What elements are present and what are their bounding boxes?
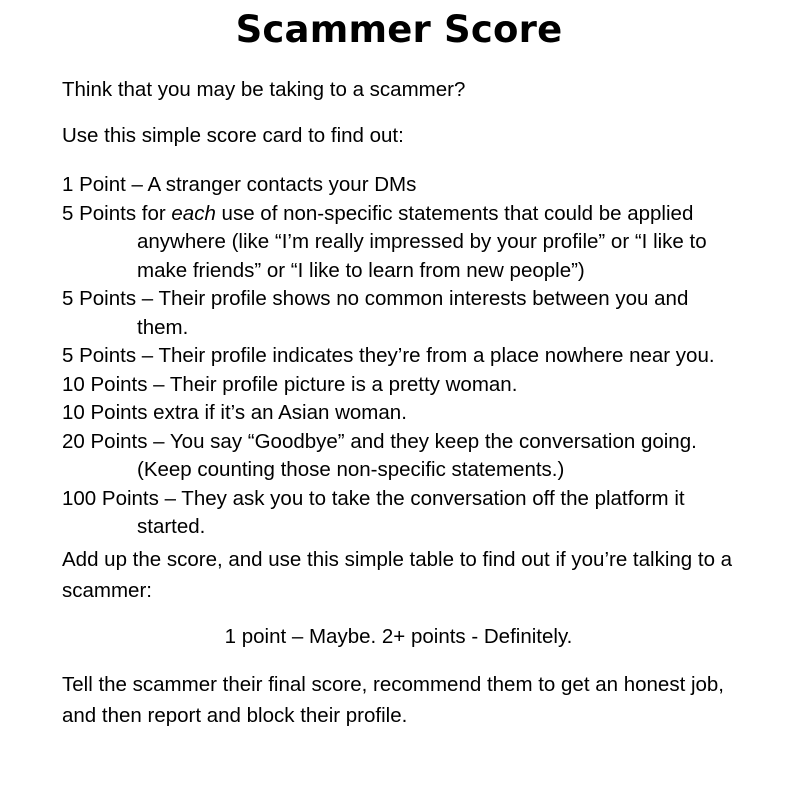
score-item bbox=[62, 285, 736, 342]
score-item bbox=[62, 171, 736, 200]
score-item bbox=[62, 428, 736, 485]
score-item-text: 20 Points – You say “Goodbye” and they keep the conversation going. (Keep counting those non-specific statements.) bbox=[62, 429, 697, 481]
score-item-text: 5 Points for bbox=[62, 201, 172, 225]
score-item-text: 5 Points – Their profile shows no common interests between you and them. bbox=[62, 287, 689, 339]
score-item bbox=[62, 399, 736, 428]
score-item-text: 10 Points extra if it’s an Asian woman. bbox=[62, 401, 407, 424]
score-item bbox=[62, 342, 736, 371]
add-up-instruction: Add up the score, and use this simple table to find out if you’re talking to a scammer: bbox=[62, 547, 733, 602]
page-title: Scammer Score bbox=[235, 8, 563, 51]
score-list bbox=[62, 171, 736, 542]
score-item bbox=[62, 371, 736, 400]
score-item-text-rest: use of non-specific statements that could be applied anywhere (like “I’m really impressed by your profile” or “I like to make friends” or “I like to learn from new people”) bbox=[137, 201, 707, 282]
score-verdict: 1 point – Maybe. 2+ points - Definitely. bbox=[224, 624, 573, 648]
score-item-text: 10 Points – Their profile picture is a pretty woman. bbox=[62, 372, 518, 396]
score-item bbox=[62, 485, 736, 542]
intro-instruction: Use this simple score card to find out: bbox=[62, 123, 404, 147]
score-item bbox=[62, 200, 736, 286]
score-item-emphasis: each bbox=[171, 201, 216, 225]
closing-advice: Tell the scammer their final score, recommend them to get an honest job, and then report and block their profile. bbox=[62, 673, 725, 727]
intro-question: Think that you may be taking to a scammer? bbox=[62, 78, 466, 101]
score-item-text: 1 Point – A stranger contacts your DMs bbox=[62, 173, 417, 196]
score-item-text: 5 Points – Their profile indicates they’re from a place nowhere near you. bbox=[62, 344, 715, 367]
score-item-text: 100 Points – They ask you to take the conversation off the platform it started. bbox=[62, 486, 685, 538]
